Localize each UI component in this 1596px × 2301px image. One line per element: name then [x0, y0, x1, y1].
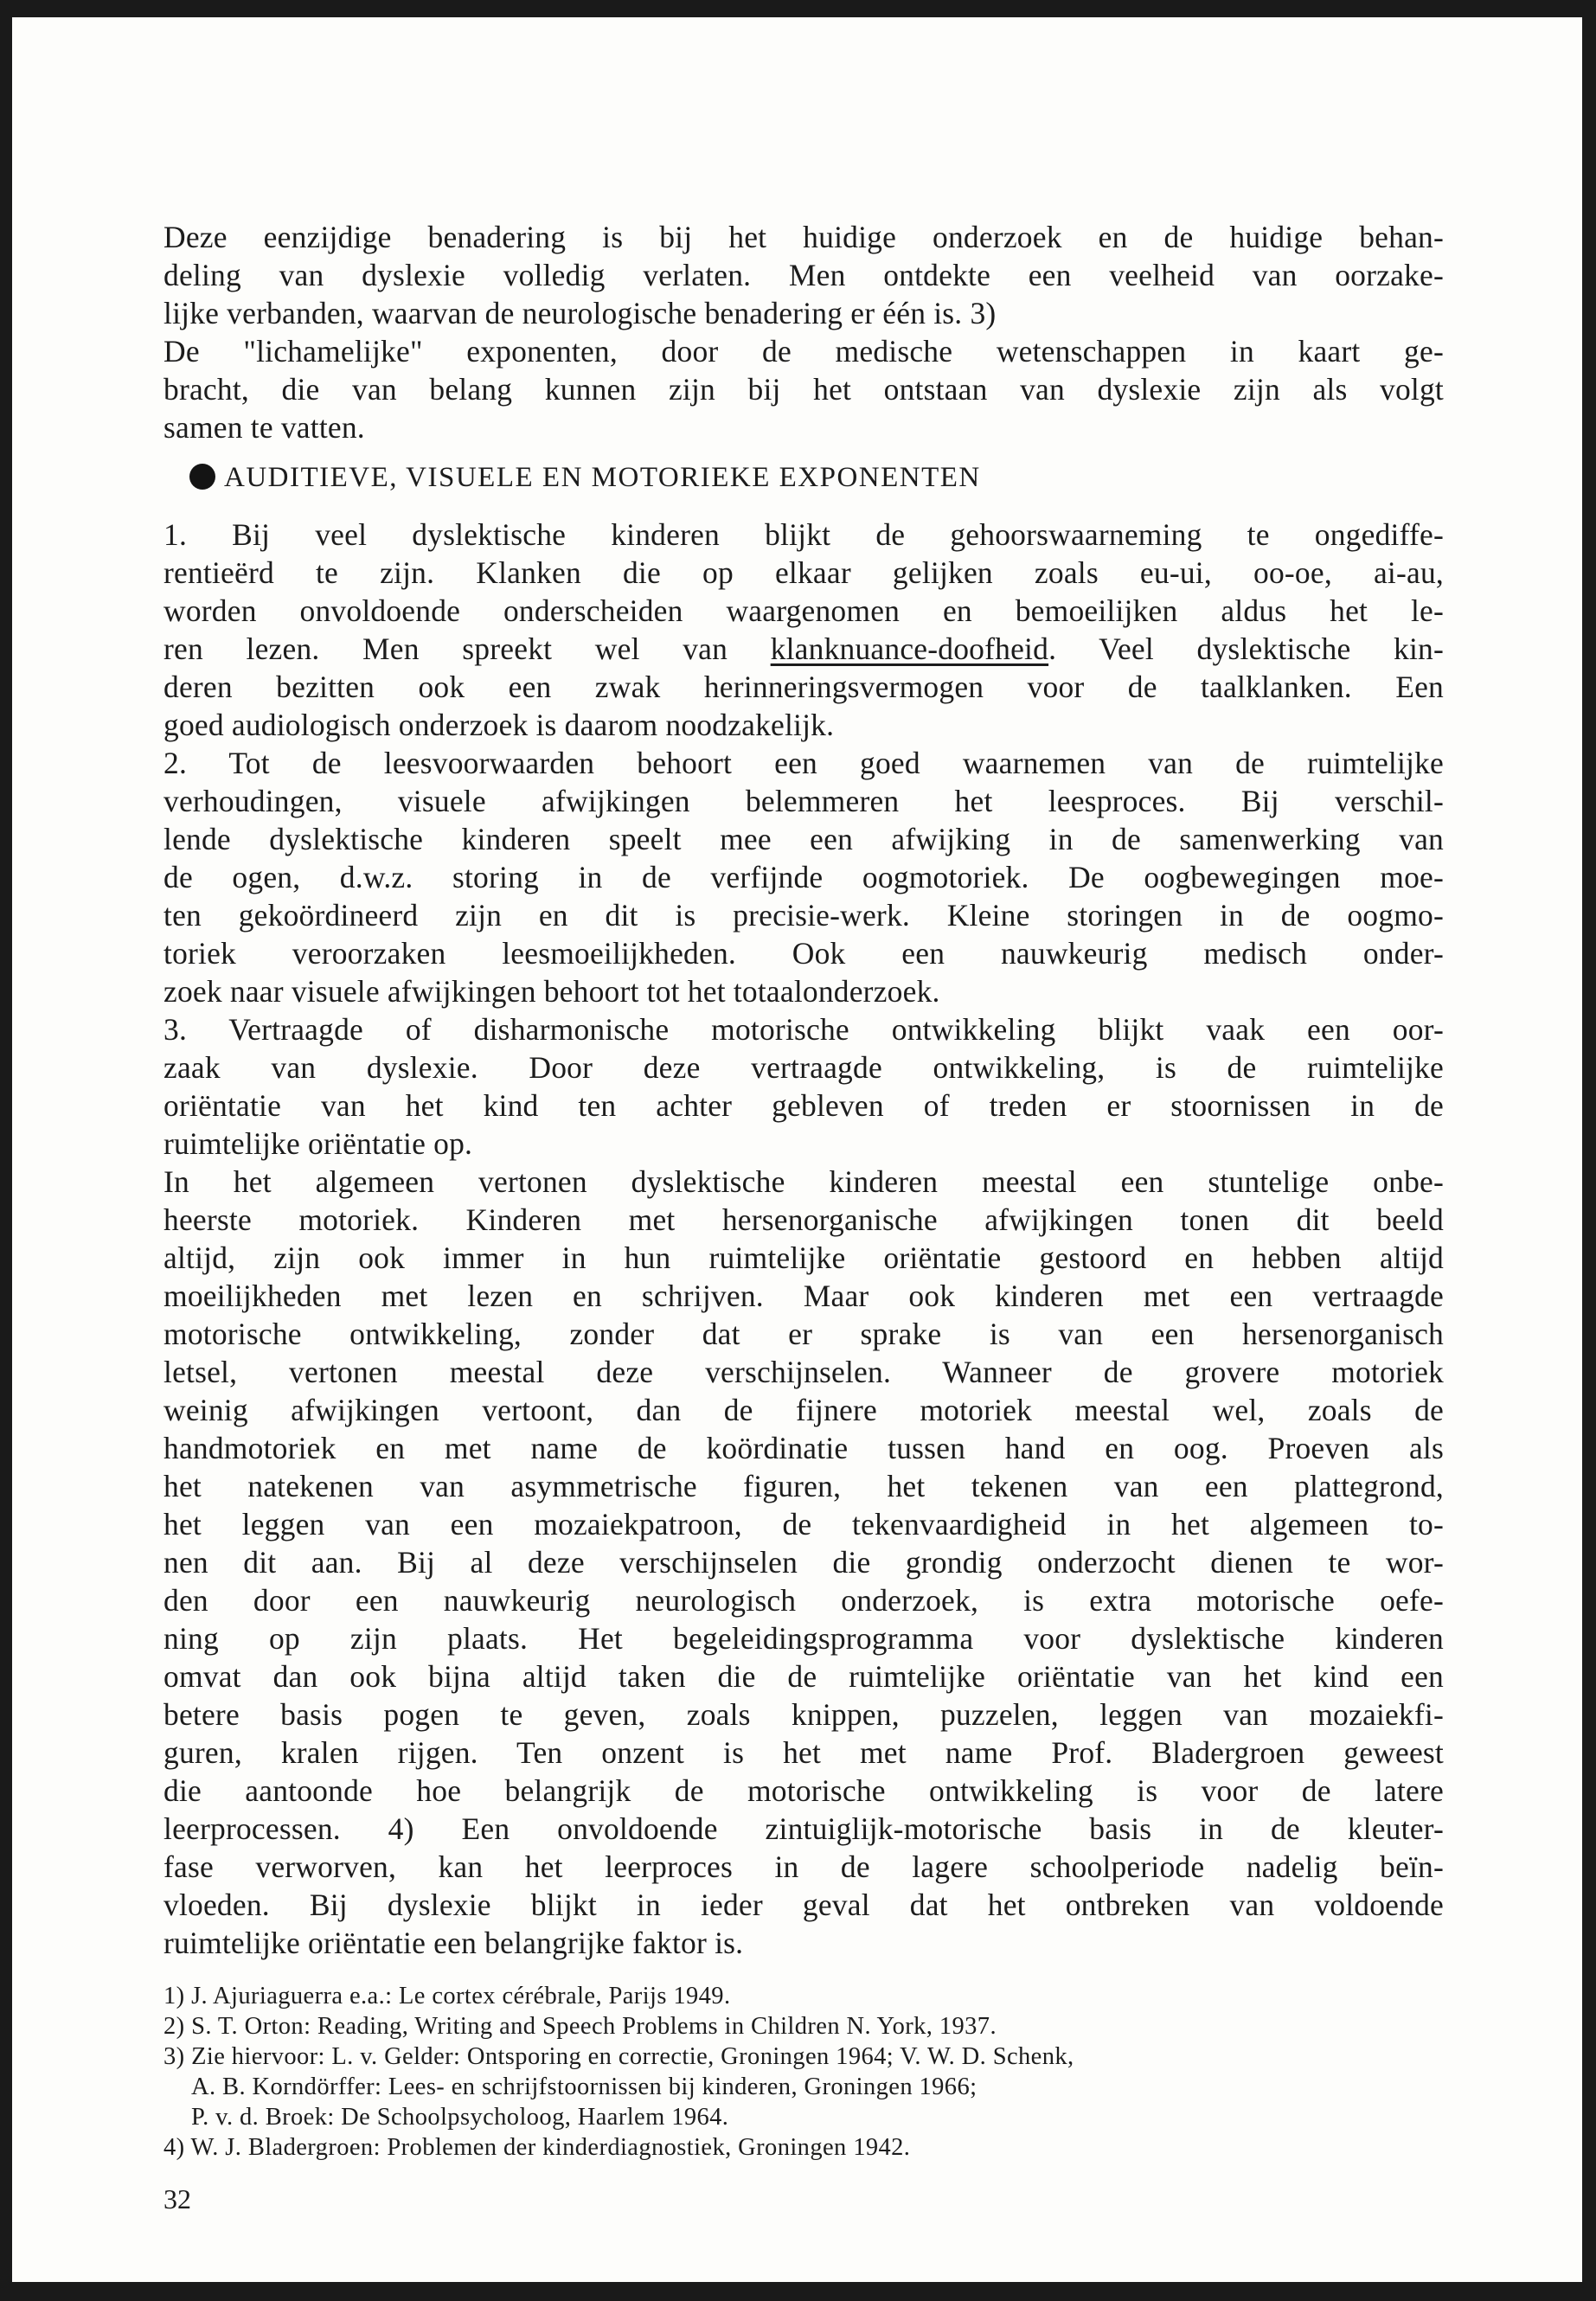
text-line: ten gekoördineerd zijn en dit is precisie-werk. Kleine storingen in de oogmo- [163, 898, 1444, 933]
text-line: Deze eenzijdige benadering is bij het huidige onderzoek en de huidige behan- [163, 220, 1444, 254]
text-line: ruimtelijke oriëntatie op. [163, 1126, 473, 1161]
text-line: die aantoonde hoe belangrijk de motorische ontwikkeling is voor de latere [163, 1773, 1444, 1808]
text-span: . Veel dyslektische kin- [1048, 631, 1444, 666]
text-line: leerprocessen. 4) Een onvoldoende zintuiglijk-motorische basis in de kleuter- [163, 1811, 1444, 1846]
text-line: ning op zijn plaats. Het begeleidingsprogramma voor dyslektische kinderen [163, 1621, 1444, 1656]
text-line: zoek naar visuele afwijkingen behoort tot het totaalonderzoek. [163, 974, 940, 1009]
text-line: goed audiologisch onderzoek is daarom noodzakelijk. [163, 708, 835, 742]
text-line: De "lichamelijke" exponenten, door de medische wetenschappen in kaart ge- [163, 334, 1444, 369]
section-2-visual [163, 744, 1444, 1010]
text-line: altijd, zijn ook immer in hun ruimtelijke oriëntatie gestoord en hebben altijd [163, 1240, 1444, 1275]
footnote-3: 3) Zie hiervoor: L. v. Gelder: Ontsporing en correctie, Groningen 1964; V. W. D. Schenk, [163, 2043, 1074, 2070]
section-heading-text: AUDITIEVE, VISUELE EN MOTORIEKE EXPONENTEN [224, 462, 981, 493]
general-paragraph [163, 1163, 1444, 1962]
text-line: letsel, vertonen meestal deze verschijnselen. Wanneer de grovere motoriek [163, 1355, 1444, 1389]
underlined-term: klanknuance-doofheid [770, 631, 1049, 666]
text-line: weinig afwijkingen vertoont, dan de fijnere motoriek meestal wel, zoals de [163, 1393, 1444, 1427]
text-line: betere basis pogen te geven, zoals knippen, puzzelen, leggen van mozaiekfi- [163, 1697, 1444, 1732]
text-line: fase verworven, kan het leerproces in de lagere schoolperiode nadelig beïn- [163, 1849, 1444, 1884]
section-heading [163, 458, 1444, 497]
section-1-auditive [163, 516, 1444, 744]
footnotes [163, 1981, 1444, 2163]
text-line: moeilijkheden met lezen en schrijven. Maar ook kinderen met een vertraagde [163, 1279, 1444, 1313]
text-span: ren lezen. Men spreekt wel van [163, 631, 771, 666]
bullet-icon [189, 464, 215, 490]
text-line: lijke verbanden, waarvan de neurologische benadering er één is. 3) [163, 296, 997, 330]
text-line: ruimtelijke oriëntatie een belangrijke faktor is. [163, 1926, 744, 1960]
text-line: het leggen van een mozaiekpatroon, de tekenvaardigheid in het algemeen to- [163, 1507, 1444, 1541]
footnote-3-continuation: A. B. Korndörffer: Lees- en schrijfstoornissen bij kinderen, Groningen 1966; [191, 2073, 977, 2100]
text-line: worden onvoldoende onderscheiden waargenomen en bemoeilijken aldus het le- [163, 593, 1444, 628]
text-line: verhoudingen, visuele afwijkingen belemmeren het leesproces. Bij verschil- [163, 784, 1444, 818]
footnote-2: 2) S. T. Orton: Reading, Writing and Speech Problems in Children N. York, 1937. [163, 2013, 997, 2040]
text-line [163, 630, 1444, 668]
text-line: oriëntatie van het kind ten achter gebleven of treden er stoornissen in de [163, 1088, 1444, 1123]
text-line: het natekenen van asymmetrische figuren, het tekenen van een plattegrond, [163, 1469, 1444, 1503]
text-line: rentieërd te zijn. Klanken die op elkaar gelijken zoals eu-ui, oo-oe, ai-au, [163, 555, 1444, 590]
page-number: 32 [163, 2183, 191, 2214]
text-line: handmotoriek en met name de koördinatie tussen hand en oog. Proeven als [163, 1431, 1444, 1465]
text-line: den door een nauwkeurig neurologisch onderzoek, is extra motorische oefe- [163, 1583, 1444, 1618]
text-line: omvat dan ook bijna altijd taken die de ruimtelijke oriëntatie van het kind een [163, 1659, 1444, 1694]
text-line: deren bezitten ook een zwak herinneringsvermogen voor de taalklanken. Een [163, 670, 1444, 704]
text-line: 2. Tot de leesvoorwaarden behoort een goed waarnemen van de ruimtelijke [163, 746, 1444, 780]
text-line: In het algemeen vertonen dyslektische kinderen meestal een stuntelige onbe- [163, 1164, 1444, 1199]
page-content [163, 218, 1444, 2216]
footnote-4: 4) W. J. Bladergroen: Problemen der kinderdiagnostiek, Groningen 1942. [163, 2134, 911, 2161]
text-line: samen te vatten. [163, 410, 365, 445]
text-line: de ogen, d.w.z. storing in de verfijnde oogmotoriek. De oogbewegingen moe- [163, 860, 1444, 894]
text-line: vloeden. Bij dyslexie blijkt in ieder geval dat het ontbreken van voldoende [163, 1888, 1444, 1922]
intro-paragraph [163, 218, 1444, 446]
text-line: bracht, die van belang kunnen zijn bij het ontstaan van dyslexie zijn als volgt [163, 372, 1444, 407]
text-line: heerste motoriek. Kinderen met hersenorganische afwijkingen tonen dit beeld [163, 1202, 1444, 1237]
section-3-motoric [163, 1010, 1444, 1163]
text-line: 1. Bij veel dyslektische kinderen blijkt de gehoorswaarneming te ongediffe- [163, 517, 1444, 552]
text-line: guren, kralen rijgen. Ten onzent is het met name Prof. Bladergroen geweest [163, 1735, 1444, 1770]
text-line: 3. Vertraagde of disharmonische motorische ontwikkeling blijkt vaak een oor- [163, 1012, 1444, 1047]
text-line: nen dit aan. Bij al deze verschijnselen die grondig onderzocht dienen te wor- [163, 1545, 1444, 1580]
text-line: lende dyslektische kinderen speelt mee een afwijking in de samenwerking van [163, 822, 1444, 856]
text-line: motorische ontwikkeling, zonder dat er sprake is van een hersenorganisch [163, 1317, 1444, 1351]
text-line: zaak van dyslexie. Door deze vertraagde ontwikkeling, is de ruimtelijke [163, 1050, 1444, 1085]
footnote-3-continuation: P. v. d. Broek: De Schoolpsycholoog, Haarlem 1964. [191, 2104, 729, 2131]
text-line: toriek veroorzaken leesmoeilijkheden. Ook een nauwkeurig medisch onder- [163, 936, 1444, 971]
footnote-1: 1) J. Ajuriaguerra e.a.: Le cortex cérébrale, Parijs 1949. [163, 1983, 731, 2009]
text-line: deling van dyslexie volledig verlaten. Men ontdekte een veelheid van oorzake- [163, 258, 1444, 292]
